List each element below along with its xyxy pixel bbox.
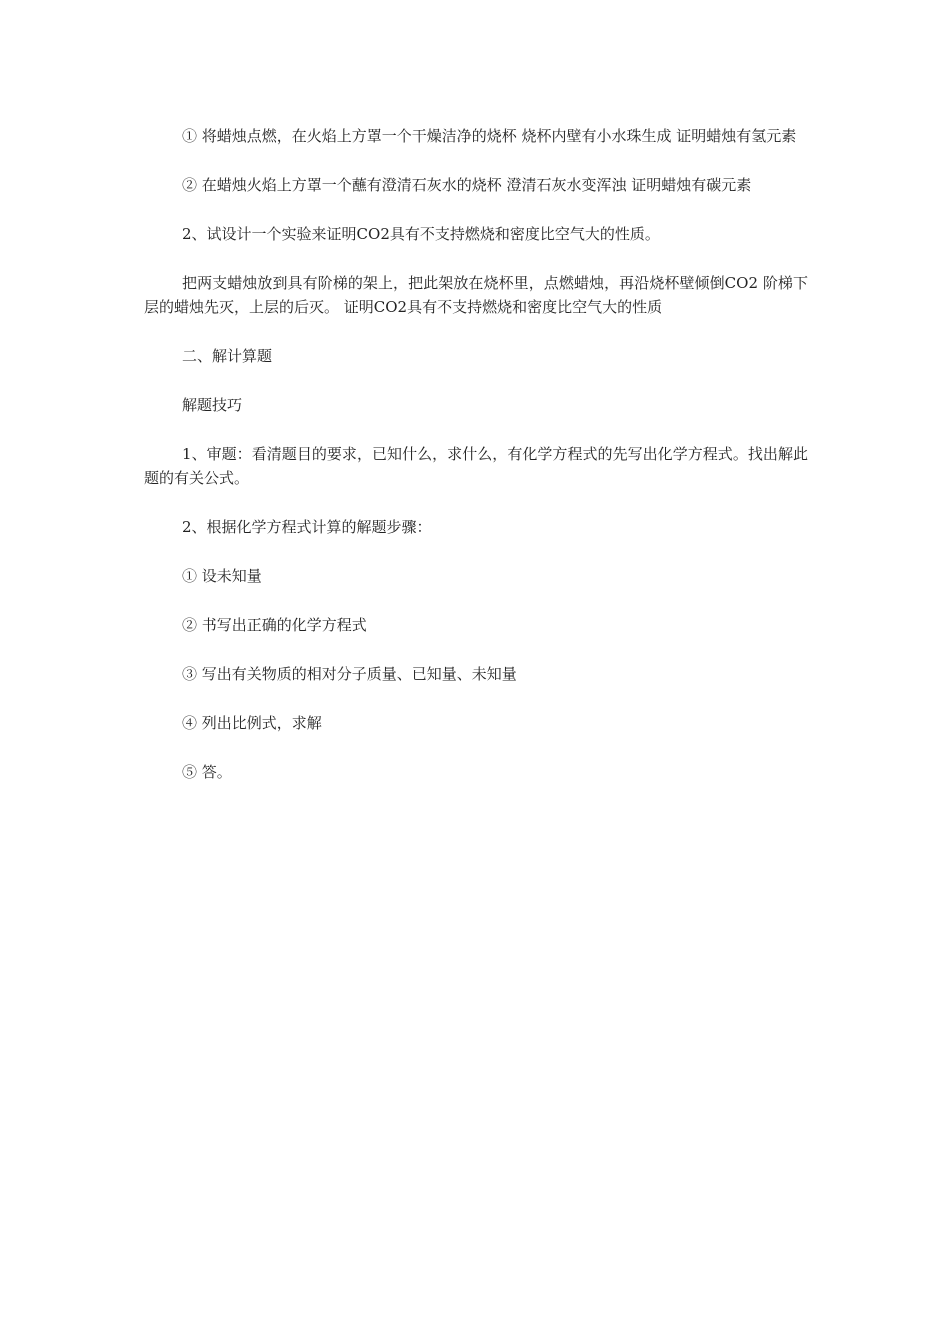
step-3: ③ 写出有关物质的相对分子质量、已知量、未知量 [182, 665, 517, 683]
paragraph-hydrogen-test: ① 将蜡烛点燃，在火焰上方罩一个干燥洁净的烧杯 烧杯内壁有小水珠生成 证明蜡烛有氢元素 [182, 127, 797, 145]
subheading-tips: 解题技巧 [182, 396, 243, 414]
section-heading-calculation: 二、解计算题 [182, 347, 273, 365]
step-5: ⑤ 答。 [182, 763, 232, 781]
document-body [144, 124, 808, 809]
paragraph-carbon-test: ② 在蜡烛火焰上方罩一个蘸有澄清石灰水的烧杯 澄清石灰水变浑浊 证明蜡烛有碳元素 [182, 176, 752, 194]
paragraph-co2-experiment: 把两支蜡烛放到具有阶梯的架上，把此架放在烧杯里，点燃蜡烛，再沿烧杯壁倾倒CO2 阶梯下层的蜡烛先灭，上层的后灭。 证明CO2具有不支持燃烧和密度比空气大的性质 [144, 274, 808, 316]
step-1: ① 设未知量 [182, 567, 262, 585]
step-4: ④ 列出比例式，求解 [182, 714, 322, 732]
paragraph-co2-question: 2、试设计一个实验来证明CO2具有不支持燃烧和密度比空气大的性质。 [182, 225, 660, 243]
paragraph-steps-intro: 2、根据化学方程式计算的解题步骤： [182, 518, 432, 536]
step-2: ② 书写出正确的化学方程式 [182, 616, 367, 634]
paragraph-review-question: 1、审题：看清题目的要求，已知什么，求什么，有化学方程式的先写出化学方程式。找出解此题的有关公式。 [144, 445, 808, 487]
